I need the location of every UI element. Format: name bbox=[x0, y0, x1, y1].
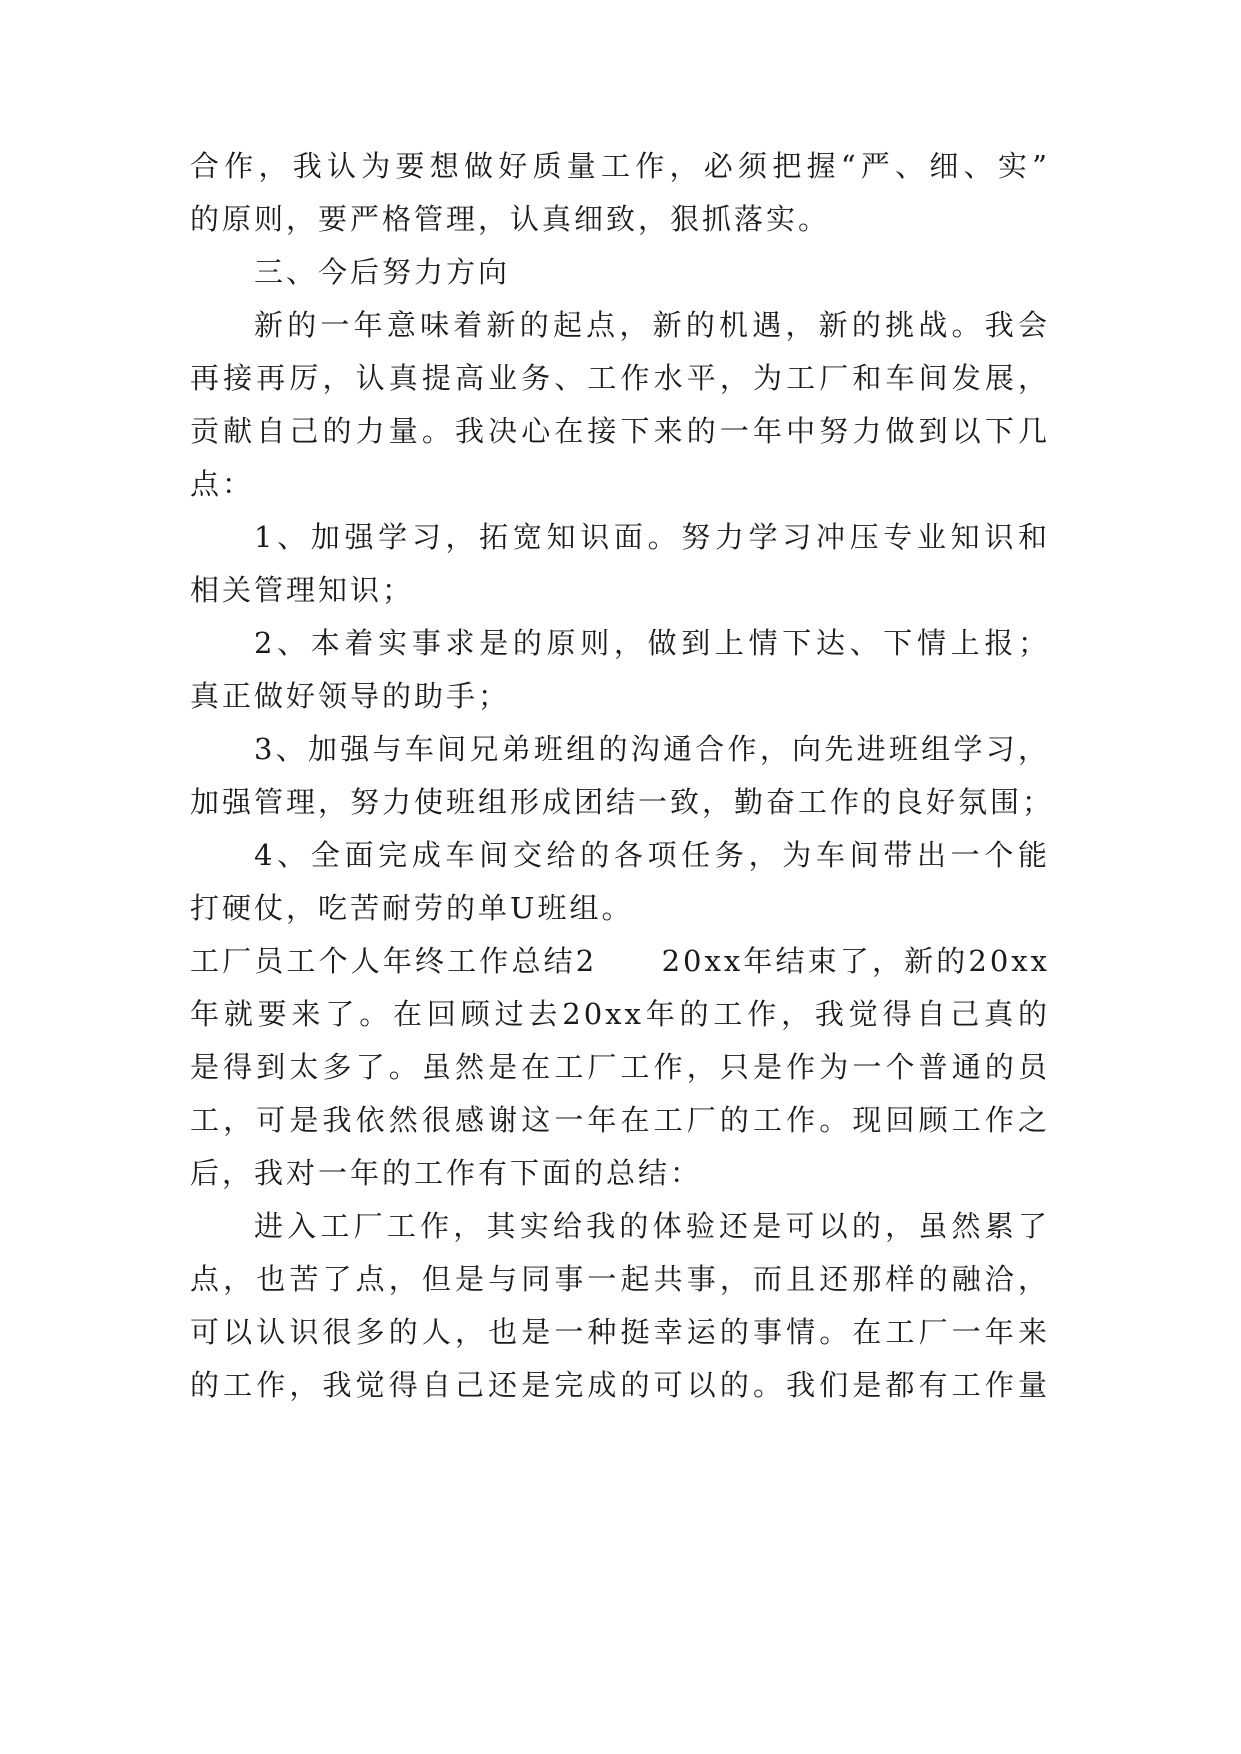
paragraph-line: 工，可是我依然很感谢这一年在工厂的工作。现回顾工作之 bbox=[190, 1103, 1050, 1137]
list-item-line: 加强管理，努力使班组形成团结一致，勤奋工作的良好氛围； bbox=[190, 785, 1055, 819]
paragraph-line: 新的一年意味着新的起点，新的机遇，新的挑战。我会 bbox=[254, 308, 1050, 342]
paragraph-line: 合作，我认为要想做好质量工作，必须把握“严、细、实” bbox=[190, 149, 1050, 183]
paragraph-line: 是得到太多了。虽然是在工厂工作，只是作为一个普通的员 bbox=[190, 1050, 1050, 1084]
paragraph-line: 进入工厂工作，其实给我的体验还是可以的，虽然累了 bbox=[254, 1209, 1050, 1243]
paragraph-line: 年就要来了。在回顾过去20xx年的工作，我觉得自己真的 bbox=[190, 997, 1050, 1031]
paragraph-line: 点，也苦了点，但是与同事一起共事，而且还那样的融洽， bbox=[190, 1262, 1050, 1296]
list-item-line: 相关管理知识； bbox=[190, 573, 415, 607]
paragraph-line: 贡献自己的力量。我决心在接下来的一年中努力做到以下几 bbox=[190, 414, 1050, 448]
paragraph-line: 的原则，要严格管理，认真细致，狠抓落实。 bbox=[190, 202, 831, 236]
list-item-line: 打硬仗，吃苦耐劳的单U班组。 bbox=[190, 891, 634, 925]
summary-title-line: 工厂员工个人年终工作总结2 20xx年结束了，新的20xx bbox=[190, 944, 1050, 978]
list-item-line: 3、加强与车间兄弟班组的沟通合作，向先进班组学习， bbox=[254, 732, 1050, 766]
paragraph-line: 可以认识很多的人，也是一种挺幸运的事情。在工厂一年来 bbox=[190, 1315, 1050, 1349]
paragraph-line: 的工作，我觉得自己还是完成的可以的。我们是都有工作量 bbox=[190, 1368, 1050, 1402]
list-item-line: 1、加强学习，拓宽知识面。努力学习冲压专业知识和 bbox=[254, 520, 1050, 554]
list-item-line: 真正做好领导的助手； bbox=[190, 679, 511, 713]
list-item-line: 4、全面完成车间交给的各项任务，为车间带出一个能 bbox=[254, 838, 1050, 872]
paragraph-line: 再接再厉，认真提高业务、工作水平，为工厂和车间发展， bbox=[190, 361, 1050, 395]
section-heading: 三、今后努力方向 bbox=[254, 255, 511, 289]
list-item-line: 2、本着实事求是的原则，做到上情下达、下情上报； bbox=[254, 626, 1050, 660]
paragraph-line: 点： bbox=[190, 467, 255, 501]
paragraph-line: 后，我对一年的工作有下面的总结： bbox=[190, 1156, 703, 1190]
